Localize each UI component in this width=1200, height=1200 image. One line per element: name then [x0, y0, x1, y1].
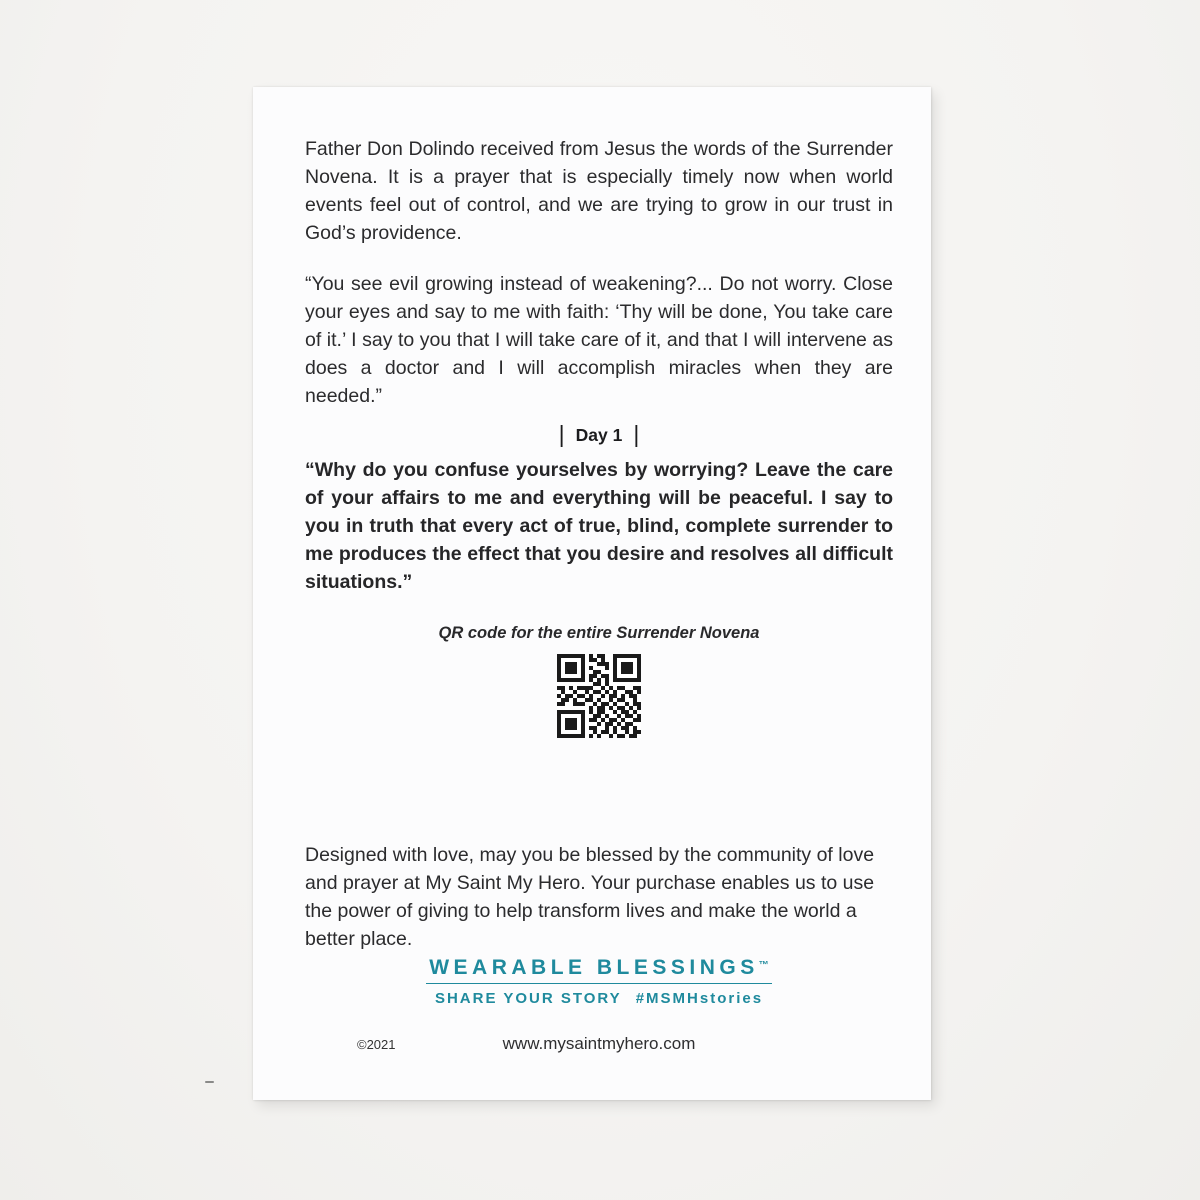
- wearable-blessings-wordmark: [305, 956, 893, 980]
- brand-divider: [426, 983, 772, 984]
- card-footer: [305, 1034, 893, 1056]
- closing-paragraph: Designed with love, may you be blessed by the community of love and prayer at My Saint My Hero. Your purchase enables us to use the power of giving to help transform lives and make the world a better place.: [305, 844, 875, 950]
- card-content: [253, 87, 931, 1056]
- day-marker: [305, 421, 893, 447]
- trademark-symbol: ™: [758, 960, 769, 971]
- day-marker-left-bar: |: [558, 421, 565, 447]
- qr-caption: QR code for the entire Surrender Novena: [438, 624, 760, 642]
- intro-paragraph: Father Don Dolindo received from Jesus the words of the Surrender Novena. It is a prayer that is especially timely now when world events feel out of control, and we are trying to grow in our trust in God’s providence.: [305, 138, 893, 244]
- website-url: www.mysaintmyhero.com: [502, 1034, 696, 1053]
- day-marker-right-bar: |: [633, 421, 640, 447]
- copyright-text: ©2021: [357, 1037, 396, 1052]
- msmh-hashtag: #MSMHstories: [635, 990, 764, 1007]
- qr-container: [305, 654, 893, 738]
- share-your-story-line: [305, 990, 893, 1007]
- prayer-card: [253, 87, 931, 1100]
- wearable-blessings-text: WEARABLE BLESSINGS: [429, 956, 759, 979]
- quote-paragraph-1: “You see evil growing instead of weakening?... Do not worry. Close your eyes and say to me with faith: ‘Thy will be done, You take care of it.’ I say to you that I will take care of it, and that I will intervene as does a doctor and I will accomplish miracles when they are needed.”: [305, 273, 893, 407]
- day-marker-label: Day 1: [575, 425, 623, 445]
- qr-code-icon: [557, 654, 641, 738]
- share-your-story-text: SHARE YOUR STORY: [434, 990, 622, 1007]
- stray-mark: [205, 1081, 214, 1083]
- quote-paragraph-2: “Why do you confuse yourselves by worrying? Leave the care of your affairs to me and everything will be peaceful. I say to you in truth that every act of true, blind, complete surrender to me produces the effect that you desire and resolves all difficult situations.”: [305, 459, 893, 593]
